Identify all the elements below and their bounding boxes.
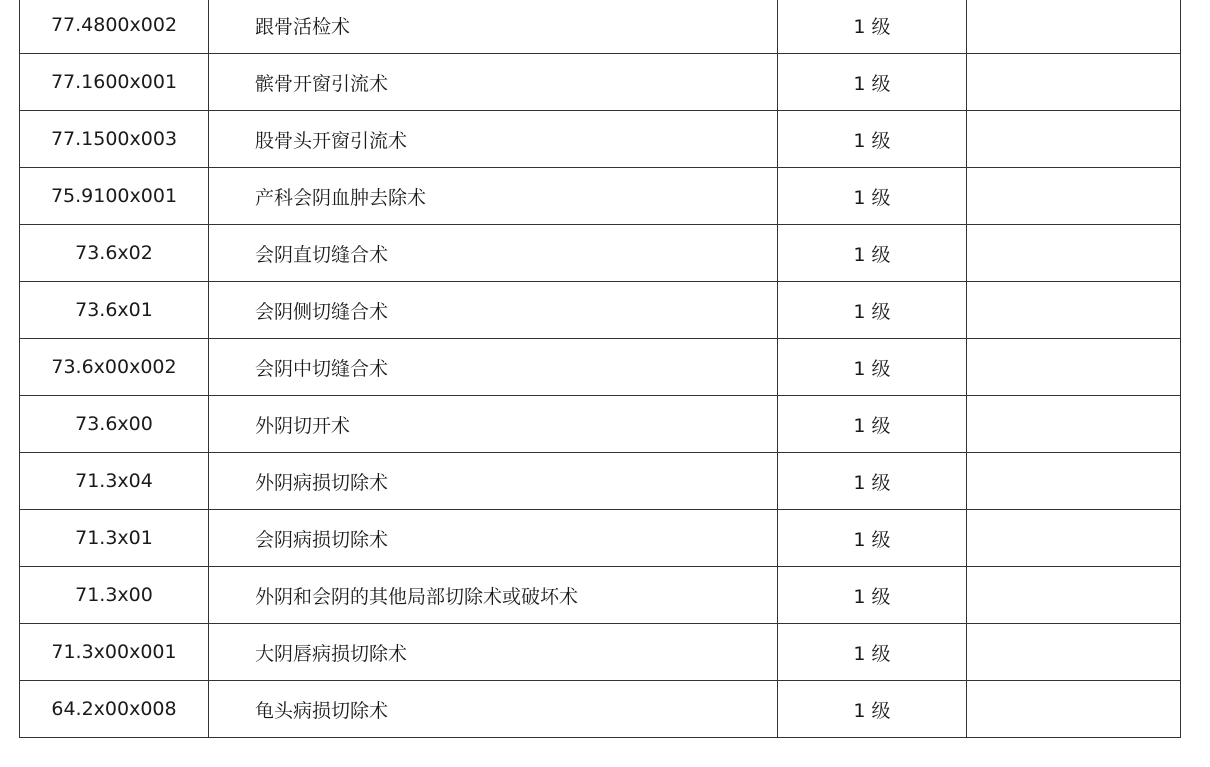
procedure-note	[967, 225, 1181, 282]
table-row	[20, 54, 1181, 111]
procedure-code: 64.2x00x008	[20, 681, 209, 738]
procedure-note	[967, 54, 1181, 111]
procedure-level: 1 级	[778, 624, 967, 681]
table-row	[20, 339, 1181, 396]
procedure-level: 1 级	[778, 111, 967, 168]
procedure-note	[967, 282, 1181, 339]
procedure-note	[967, 339, 1181, 396]
table-row	[20, 681, 1181, 738]
procedure-name: 外阴病损切除术	[209, 453, 778, 510]
table-row	[20, 567, 1181, 624]
procedure-level: 1 级	[778, 0, 967, 54]
procedure-level: 1 级	[778, 567, 967, 624]
table-row	[20, 624, 1181, 681]
procedure-note	[967, 453, 1181, 510]
procedure-table-container	[19, 0, 1180, 738]
procedure-note	[967, 111, 1181, 168]
procedure-level: 1 级	[778, 282, 967, 339]
procedure-name: 会阴侧切缝合术	[209, 282, 778, 339]
procedure-name: 外阴切开术	[209, 396, 778, 453]
procedure-name: 髌骨开窗引流术	[209, 54, 778, 111]
procedure-code: 77.4800x002	[20, 0, 209, 54]
table-row	[20, 168, 1181, 225]
procedure-code: 73.6x02	[20, 225, 209, 282]
table-row	[20, 0, 1181, 54]
procedure-note	[967, 681, 1181, 738]
procedure-name: 会阴病损切除术	[209, 510, 778, 567]
procedure-note	[967, 567, 1181, 624]
table-row	[20, 111, 1181, 168]
procedure-code: 71.3x04	[20, 453, 209, 510]
procedure-note	[967, 0, 1181, 54]
procedure-note	[967, 624, 1181, 681]
procedure-level: 1 级	[778, 225, 967, 282]
procedure-level: 1 级	[778, 168, 967, 225]
procedure-note	[967, 168, 1181, 225]
procedure-name: 股骨头开窗引流术	[209, 111, 778, 168]
procedure-code: 71.3x00x001	[20, 624, 209, 681]
procedure-code: 71.3x00	[20, 567, 209, 624]
procedure-level: 1 级	[778, 510, 967, 567]
procedure-level: 1 级	[778, 339, 967, 396]
procedure-level: 1 级	[778, 54, 967, 111]
table-row	[20, 510, 1181, 567]
procedure-code: 77.1500x003	[20, 111, 209, 168]
table-row	[20, 282, 1181, 339]
procedure-code: 77.1600x001	[20, 54, 209, 111]
procedure-name: 会阴直切缝合术	[209, 225, 778, 282]
procedure-level: 1 级	[778, 396, 967, 453]
table-row	[20, 453, 1181, 510]
procedure-name: 龟头病损切除术	[209, 681, 778, 738]
procedure-name: 外阴和会阴的其他局部切除术或破坏术	[209, 567, 778, 624]
procedure-code: 73.6x00x002	[20, 339, 209, 396]
procedure-table	[19, 0, 1181, 738]
procedure-code: 75.9100x001	[20, 168, 209, 225]
procedure-code: 71.3x01	[20, 510, 209, 567]
procedure-level: 1 级	[778, 453, 967, 510]
procedure-note	[967, 510, 1181, 567]
procedure-code: 73.6x01	[20, 282, 209, 339]
procedure-name: 跟骨活检术	[209, 0, 778, 54]
procedure-name: 大阴唇病损切除术	[209, 624, 778, 681]
table-row	[20, 396, 1181, 453]
procedure-name: 产科会阴血肿去除术	[209, 168, 778, 225]
procedure-code: 73.6x00	[20, 396, 209, 453]
procedure-level: 1 级	[778, 681, 967, 738]
table-row	[20, 225, 1181, 282]
procedure-name: 会阴中切缝合术	[209, 339, 778, 396]
procedure-note	[967, 396, 1181, 453]
